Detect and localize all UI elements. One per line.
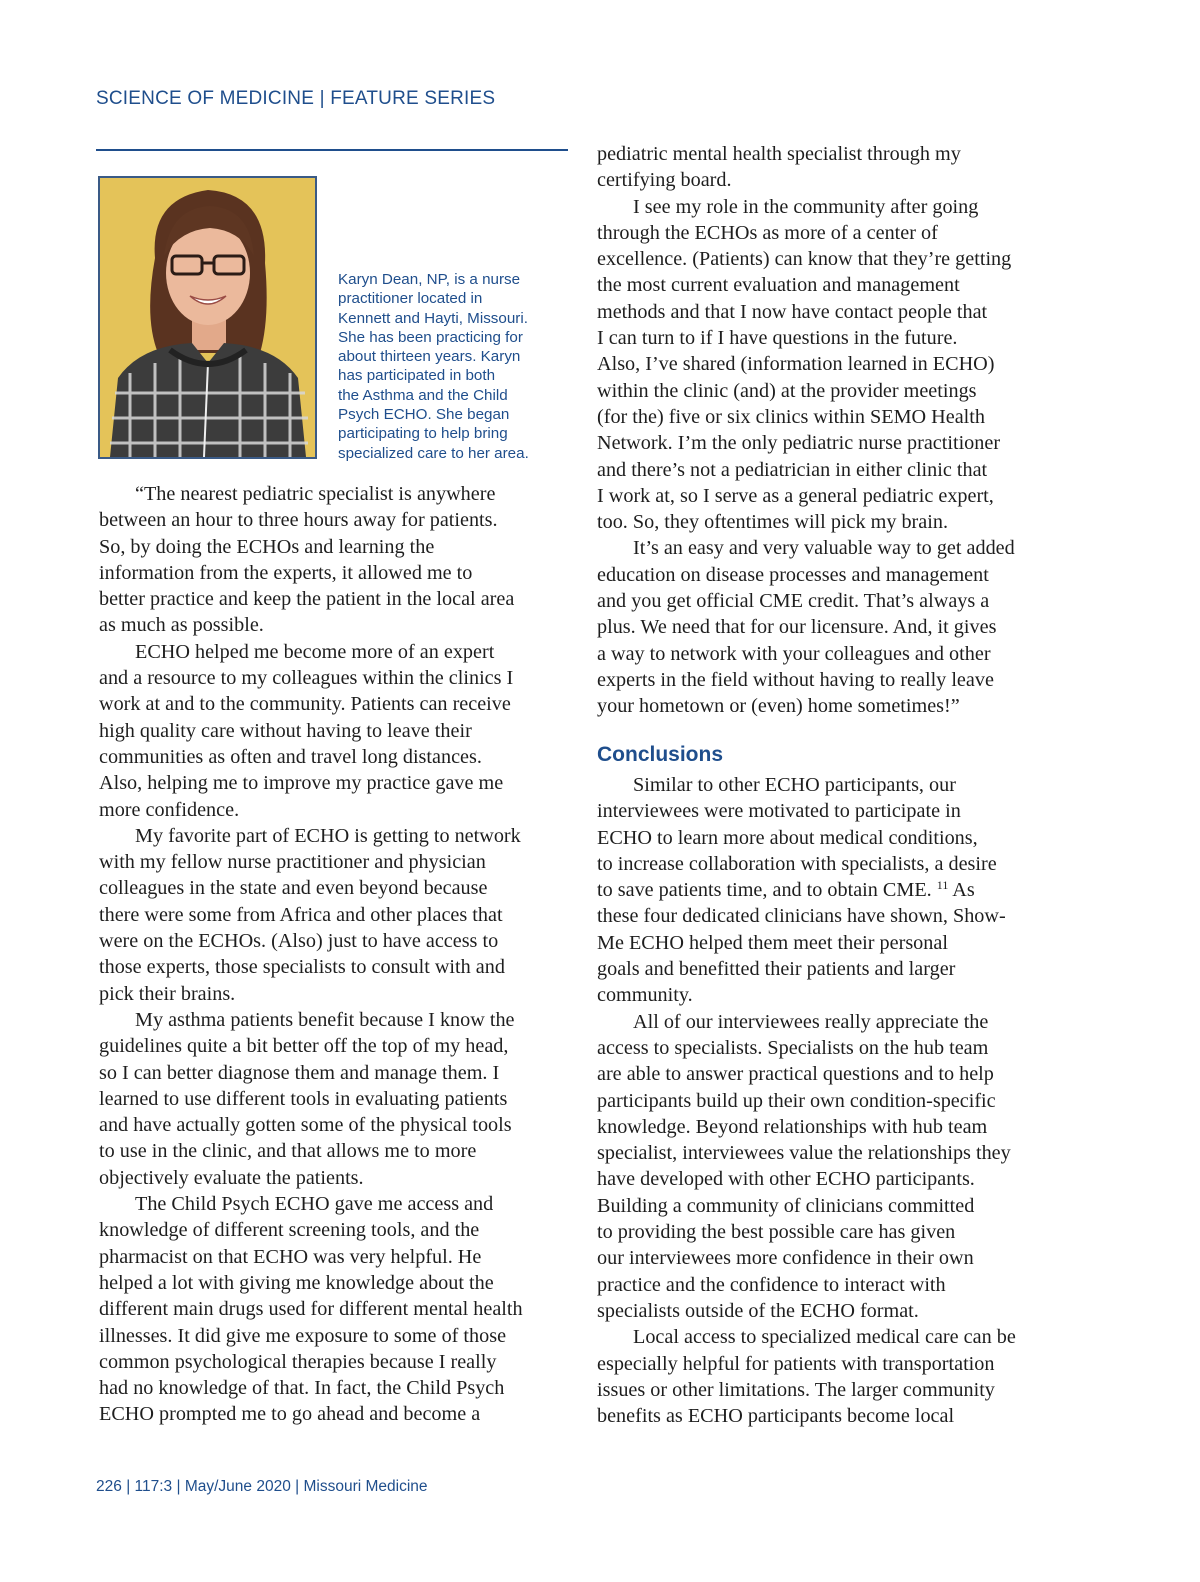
caption-line: Karyn Dean, NP, is a nurse (338, 271, 521, 288)
caption-line: participating to help bring (338, 425, 508, 443)
text-line: have developed with other ECHO participants. (597, 1168, 975, 1191)
text-line: certifying board. (597, 169, 732, 192)
text-fragment: to save patients time, and to obtain CME. (597, 879, 937, 902)
text-line: with my fellow nurse practitioner and physician (99, 851, 486, 874)
page-footer (96, 1478, 428, 1496)
text-line: I can turn to if I have questions in the future. (597, 327, 958, 350)
body-paragraph (597, 535, 1037, 719)
text-line: illnesses. It did give me exposure to some of those (99, 1324, 507, 1347)
text-line: are able to answer practical questions and to help (597, 1063, 994, 1086)
body-paragraph (597, 194, 1037, 536)
text-line: especially helpful for patients with transportation (597, 1352, 995, 1375)
running-header (96, 88, 495, 110)
text-line: Building a community of clinicians committed (597, 1194, 975, 1217)
right-column (597, 141, 1037, 720)
text-line: The Child Psych ECHO gave me access and (135, 1193, 494, 1216)
caption-line: about thirteen years. Karyn (338, 348, 521, 366)
issue-number: 117:3 (134, 1478, 173, 1495)
footer-separator: | (176, 1478, 185, 1495)
caption-line: specialized care to her area. (338, 444, 529, 462)
text-line: practice and the confidence to interact with (597, 1273, 946, 1296)
text-line: excellence. (Patients) can know that they’re getting (597, 248, 1012, 271)
body-paragraph (99, 639, 569, 823)
text-line: guidelines quite a bit better off the top of my head, (99, 1035, 509, 1058)
body-paragraph (597, 1324, 1037, 1429)
text-line: information from the experts, it allowed me to (99, 561, 473, 584)
portrait-illustration (100, 178, 315, 457)
text-line: knowledge. Beyond relationships with hub team (597, 1115, 988, 1138)
journal-name: Missouri Medicine (303, 1478, 428, 1495)
body-paragraph (597, 141, 1037, 194)
caption-line: Kennett and Hayti, Missouri. (338, 309, 528, 327)
conclusions-body (597, 772, 1037, 1429)
text-line: It’s an easy and very valuable way to get added (633, 537, 1015, 560)
text-line: a way to network with your colleagues and other (597, 642, 991, 665)
body-paragraph (597, 772, 1037, 1009)
text-line: between an hour to three hours away for patients. (99, 509, 498, 532)
text-line: access to specialists. Specialists on the hub team (597, 1036, 989, 1059)
text-line: So, by doing the ECHOs and learning the (99, 535, 435, 558)
text-line: Network. I’m the only pediatric nurse practitioner (597, 432, 1001, 455)
text-line: specialist, interviewees value the relationships they (597, 1142, 1011, 1165)
header-rule (96, 149, 568, 151)
text-line: colleagues in the state and even beyond because (99, 877, 488, 900)
text-fragment: As (948, 879, 975, 902)
text-line: I see my role in the community after going (633, 195, 979, 218)
header-section: SCIENCE OF MEDICINE (96, 88, 315, 109)
text-line: pick their brains. (99, 982, 236, 1005)
text-line: different main drugs used for different mental health (99, 1298, 523, 1321)
footer-separator: | (295, 1478, 304, 1495)
text-line: methods and that I now have contact people that (597, 300, 988, 323)
section-heading: Conclusions (597, 743, 724, 766)
text-line: specialists outside of the ECHO format. (597, 1299, 919, 1322)
text-line: there were some from Africa and other places that (99, 903, 503, 926)
text-line: these four dedicated clinicians have shown, Show- (597, 905, 1006, 928)
text-line: to use in the clinic, and that allows me to more (99, 1140, 477, 1163)
text-line: education on disease processes and management (597, 563, 989, 586)
text-line: better practice and keep the patient in the local area (99, 588, 515, 611)
header-series: FEATURE SERIES (330, 88, 496, 109)
text-line: My asthma patients benefit because I know the (135, 1008, 515, 1031)
text-line: “The nearest pediatric specialist is anywhere (135, 483, 496, 505)
text-line: common psychological therapies because I really (99, 1350, 497, 1373)
text-line: and you get official CME credit. That’s always a (597, 590, 990, 613)
text-line: objectively evaluate the patients. (99, 1166, 364, 1189)
text-line: so I can better diagnose them and manage them. I (99, 1061, 500, 1084)
caption-line: Psych ECHO. She began (338, 406, 510, 424)
text-line: All of our interviewees really appreciate the (633, 1010, 989, 1033)
caption-line: has participated in both (338, 367, 496, 385)
text-line: more confidence. (99, 798, 240, 821)
body-paragraph (99, 823, 569, 1007)
text-line: ECHO to learn more about medical conditions, (597, 826, 978, 849)
text-line: communities as often and travel long distances. (99, 745, 482, 768)
text-line: Local access to specialized medical care can be (633, 1326, 1016, 1349)
text-line: those experts, those specialists to consult with and (99, 956, 505, 979)
text-line: (for the) five or six clinics within SEMO Health (597, 405, 985, 428)
text-line: ECHO prompted me to go ahead and become a (99, 1403, 481, 1426)
text-line: Also, helping me to improve my practice gave me (99, 772, 504, 795)
text-line: learned to use different tools in evaluating patients (99, 1087, 508, 1110)
text-line: through the ECHOs as more of a center of (597, 221, 938, 244)
text-line: and there’s not a pediatrician in either clinic that (597, 458, 988, 481)
text-line: high quality care without having to leave their (99, 719, 472, 742)
text-line: to increase collaboration with specialists, a desire (597, 852, 997, 875)
text-line: our interviewees more confidence in their own (597, 1247, 974, 1270)
text-line: plus. We need that for our licensure. And, it gives (597, 616, 997, 639)
text-line: and a resource to my colleagues within the clinics I (99, 667, 514, 690)
text-line: benefits as ECHO participants become local (597, 1405, 955, 1428)
text-line: experts in the field without having to really leave (597, 668, 994, 691)
text-line: community. (597, 984, 693, 1007)
text-line: participants build up their own condition-specific (597, 1089, 996, 1112)
text-line: the most current evaluation and management (597, 274, 960, 297)
text-line: pharmacist on that ECHO was very helpful. He (99, 1245, 482, 1268)
text-line: had no knowledge of that. In fact, the Child Psych (99, 1377, 505, 1400)
text-line (597, 877, 1037, 903)
text-line: work at and to the community. Patients can receive (99, 693, 511, 716)
body-paragraph (597, 1009, 1037, 1325)
text-line: helped a lot with giving me knowledge about the (99, 1271, 494, 1294)
text-line: goals and benefitted their patients and larger (597, 958, 956, 981)
portrait-photo (98, 176, 317, 459)
footer-separator: | (126, 1478, 135, 1495)
text-line: as much as possible. (99, 614, 264, 637)
text-line: I work at, so I serve as a general pediatric expert, (597, 484, 994, 507)
text-line: issues or other limitations. The larger community (597, 1378, 995, 1401)
text-line: knowledge of different screening tools, and the (99, 1219, 480, 1242)
reference-superscript: 11 (936, 878, 949, 893)
caption-line: She has been practicing for (338, 328, 523, 346)
page-number: 226 (96, 1478, 122, 1495)
text-line: pediatric mental health specialist through my (597, 143, 961, 165)
caption-line: the Asthma and the Child (338, 386, 508, 404)
text-line: My favorite part of ECHO is getting to network (135, 824, 521, 847)
text-line: your hometown or (even) home sometimes!” (597, 695, 960, 718)
photo-caption (338, 270, 570, 463)
text-line: and have actually gotten some of the physical tools (99, 1114, 512, 1137)
text-line: interviewees were motivated to participate in (597, 800, 961, 823)
text-line: were on the ECHOs. (Also) just to have access to (99, 930, 499, 953)
text-line: too. So, they oftentimes will pick my brain. (597, 511, 948, 534)
text-line: within the clinic (and) at the provider meetings (597, 379, 977, 402)
text-line: Also, I’ve shared (information learned in ECHO) (597, 353, 995, 376)
text-line: Me ECHO helped them meet their personal (597, 931, 948, 954)
body-paragraph (99, 1191, 569, 1428)
text-line: to providing the best possible care has given (597, 1221, 956, 1244)
header-separator: | (319, 88, 325, 109)
left-column (99, 481, 569, 1428)
body-paragraph (99, 1007, 569, 1191)
text-line: Similar to other ECHO participants, our (633, 774, 956, 796)
text-line: ECHO helped me become more of an expert (135, 640, 495, 663)
body-paragraph (99, 481, 569, 639)
issue-date: May/June 2020 (184, 1478, 291, 1495)
caption-line: practitioner located in (338, 290, 483, 308)
